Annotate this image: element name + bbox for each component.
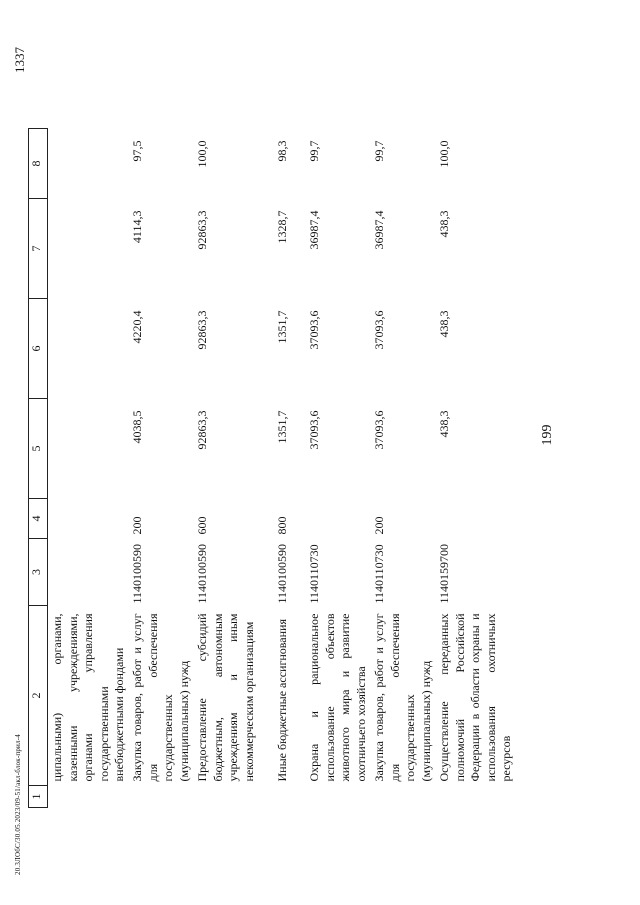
row-csr: 1140100590 bbox=[195, 543, 209, 604]
header-cell: 6 bbox=[29, 299, 48, 399]
footer-code: 20.3ЛОбС/30.05.2023/09-51/акл-блок-прил-4 bbox=[14, 734, 22, 875]
row-v6: 438,3 bbox=[437, 310, 451, 338]
header-row bbox=[29, 129, 48, 808]
row-v7: 1328,7 bbox=[275, 210, 289, 244]
row-v8: 99,7 bbox=[307, 140, 321, 162]
row-v7: 92863,3 bbox=[195, 210, 209, 250]
row-v7: 438,3 bbox=[437, 210, 451, 238]
page-number: 199 bbox=[540, 424, 555, 446]
table-row bbox=[305, 129, 370, 808]
row-csr: 1140110730 bbox=[307, 544, 321, 604]
row-v7: 36987,4 bbox=[307, 210, 321, 250]
row-v5: 1351,7 bbox=[275, 410, 289, 444]
row-v7: 4114,3 bbox=[130, 210, 144, 244]
header-cell: 5 bbox=[29, 399, 48, 499]
row-v8: 100,0 bbox=[437, 140, 451, 168]
row-vr bbox=[305, 499, 370, 539]
header-cell: 2 bbox=[29, 606, 48, 786]
row-name: Закупка товаров, работ и услуг для обеспечения государственных (муниципальных) нужд bbox=[130, 613, 191, 782]
budget-table bbox=[28, 128, 515, 808]
row-v5: 37093,6 bbox=[307, 410, 321, 450]
row-v6: 37093,6 bbox=[372, 310, 386, 350]
row-name: Предоставление субсидий бюджетным, автономным учреждениям и иным некоммерческим организациям bbox=[195, 613, 256, 782]
row-csr: 1140159700 bbox=[437, 543, 451, 604]
table-row bbox=[128, 129, 193, 808]
header-cell: 7 bbox=[29, 199, 48, 299]
row-v5: 92863,3 bbox=[195, 410, 209, 450]
row-csr bbox=[48, 539, 129, 606]
row-v8: 98,3 bbox=[275, 140, 289, 162]
row-name: Иные бюджетные ассигнования bbox=[275, 619, 289, 782]
row-name: ципальными) органами, казенными учреждениями, органами управления государственными внебюджетными фондами bbox=[50, 613, 126, 782]
row-vr bbox=[435, 499, 515, 539]
row-v7: 36987,4 bbox=[372, 210, 386, 250]
row-csr: 1140110730 bbox=[372, 544, 386, 604]
row-v5: 4038,5 bbox=[130, 410, 144, 444]
row-v8 bbox=[48, 129, 129, 199]
header-cell: 3 bbox=[29, 539, 48, 606]
row-v5 bbox=[48, 399, 129, 499]
row-vr bbox=[48, 499, 129, 539]
row-name: Охрана и рациональное использование объектов животного мира и развитие охотничьего хозяйства bbox=[307, 613, 368, 782]
row-v5: 37093,6 bbox=[372, 410, 386, 450]
table-row bbox=[193, 129, 273, 808]
table-row bbox=[48, 129, 129, 808]
row-v6: 37093,6 bbox=[307, 310, 321, 350]
row-v7 bbox=[48, 199, 129, 299]
row-name: Закупка товаров, работ и услуг для обеспечения государственных (муниципальных) нужд bbox=[372, 613, 433, 782]
table-row bbox=[435, 129, 515, 808]
row-v6: 1351,7 bbox=[275, 310, 289, 344]
row-vr: 200 bbox=[130, 516, 144, 535]
header-cell: 8 bbox=[29, 129, 48, 199]
row-csr: 1140100590 bbox=[275, 543, 289, 604]
row-v6 bbox=[48, 299, 129, 399]
row-vr: 800 bbox=[275, 516, 289, 535]
row-csr: 1140100590 bbox=[130, 543, 144, 604]
row-vr: 600 bbox=[195, 516, 209, 535]
row-v8: 100,0 bbox=[195, 140, 209, 168]
row-name: Осуществление переданных полномочий Российской Федерации в области охраны и использования охотничьих ресурсов bbox=[437, 613, 513, 782]
sheet-number: 1337 bbox=[12, 47, 27, 73]
row-v8: 99,7 bbox=[372, 140, 386, 162]
header-cell: 1 bbox=[29, 786, 48, 808]
row-v6: 4220,4 bbox=[130, 310, 144, 344]
header-cell: 4 bbox=[29, 499, 48, 539]
row-vr: 200 bbox=[372, 516, 386, 535]
table-row bbox=[370, 129, 435, 808]
row-v6: 92863,3 bbox=[195, 310, 209, 350]
table-row bbox=[273, 129, 305, 808]
row-v5: 438,3 bbox=[437, 410, 451, 438]
row-v8: 97,5 bbox=[130, 140, 144, 162]
